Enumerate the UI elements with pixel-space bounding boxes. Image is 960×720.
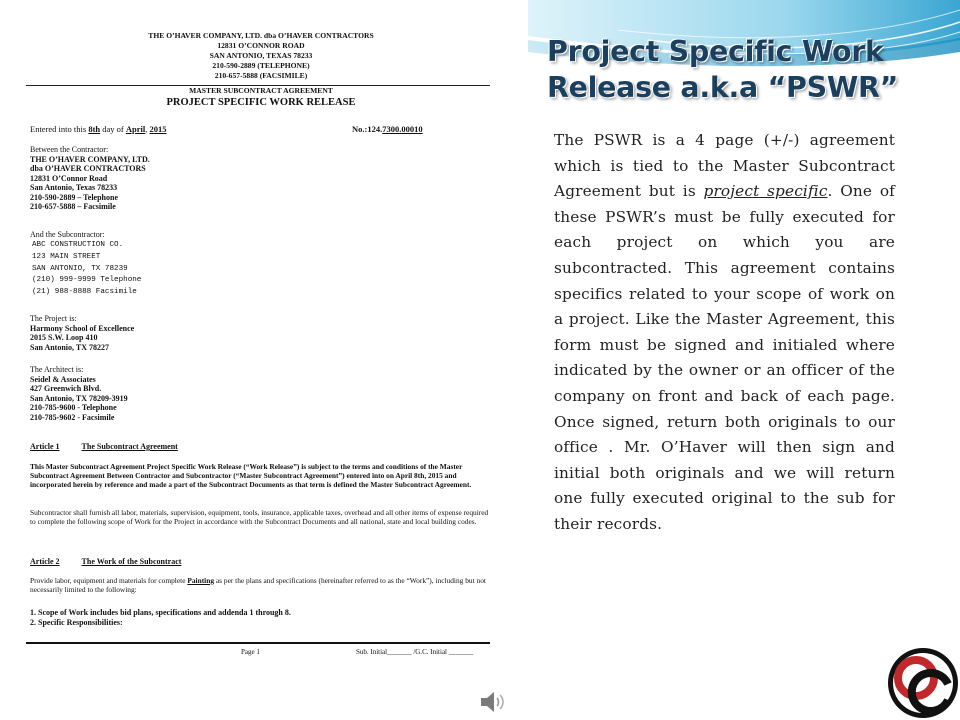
document-scan [22, 22, 500, 662]
doc-article2-trade: Painting [187, 576, 215, 585]
doc-article2-para: Provide labor, equipment and materials for complete Painting as per the plans and specifications (hereinafter referred to as the “Work”), including but not necessarily limited to the following: [30, 576, 486, 595]
doc-entered-day: 8th [88, 124, 101, 134]
company-logo [886, 646, 960, 720]
doc-architect-label: The Architect is: [30, 365, 84, 374]
doc-entered-year: 2015 [149, 124, 167, 134]
doc-footer-initials: Sub. Initial_______ /G.C. Initial _______ [356, 648, 474, 656]
doc-article1-para: This Master Subcontract Agreement Project Specific Work Release (“Work Release”) is subject to the terms and conditions of the Master Subcontract Agreement Between Contractor and Subcontractor (“Master Subcontract Agreement”) entered into on April 8th, 2015 and incorporated herein by reference and made a part of the Subcontract Documents as that term is defined the Master Subcontract Agreement. [30, 462, 472, 490]
slide-title-line1: Project Specific Work [547, 35, 884, 68]
list-item: 2. Specific Responsibilities: [30, 618, 123, 628]
doc-number: No.:124.7300.00010 [352, 124, 423, 134]
doc-scope-list [30, 608, 291, 629]
doc-article2-heading: Article 2 The Work of the Subcontract [30, 557, 182, 566]
doc-article1-heading: Article 1 The Subcontract Agreement [30, 442, 178, 451]
list-item: 1. Scope of Work includes bid plans, specifications and addenda 1 through 8. [30, 608, 291, 617]
doc-sub-label: And the Subcontractor: [30, 230, 105, 239]
doc-article1-para2: Subcontractor shall furnish all labor, materials, supervision, equipment, tools, insurance, applicable taxes, overhead and all other items of expense required to complete the following scope of Work for the Project in accordance with the Subcontract Documents and all national, state and local building codes. [30, 508, 489, 527]
doc-phone-line: 210-590-2889 (TELEPHONE) [212, 61, 310, 70]
doc-fax-line: 210-657-5888 (FACSIMILE) [214, 71, 308, 80]
doc-company-line: THE O’HAVER COMPANY, LTD. dba O’HAVER CONTRACTORS [148, 31, 374, 40]
doc-entered-line: Entered into this 8th day of April, 2015 [30, 124, 167, 134]
doc-footer-rule [26, 642, 490, 644]
slide-title-line2: Release a.k.a “PSWR” [547, 70, 899, 104]
doc-contractor-label: Between the Contractor: [30, 145, 109, 154]
doc-project-label: The Project is: [30, 314, 77, 323]
doc-sub-block: ABC CONSTRUCTION CO. 123 MAIN STREET SAN ANTONIO, TX 78239 (210) 999-9999 Telephone (21) 988-8888 Facsimile [32, 241, 142, 297]
doc-project-block: Harmony School of Excellence 2015 S.W. Loop 410 San Antonio, TX 78227 [30, 324, 135, 352]
body-italic-underline: project specific [703, 182, 828, 201]
slide-body-text [554, 128, 895, 538]
doc-release-title: PROJECT SPECIFIC WORK RELEASE [166, 97, 356, 108]
doc-city-line: SAN ANTONIO, TEXAS 78233 [209, 51, 313, 60]
doc-architect-block: Seidel & Associates 427 Greenwich Blvd. San Antonio, TX 78209-3919 210-785-9600 - Telephone 210-785-9602 - Facsimile [30, 375, 128, 422]
doc-contractor-block: THE O’HAVER COMPANY, LTD. dba O’HAVER CONTRACTORS 12831 O’Connor Road San Antonio, Texas 78233 210-590-2889 – Telephone 210-657-5888 – Facsimile [30, 155, 150, 212]
doc-footer-page: Page 1 [241, 648, 260, 656]
doc-agreement-line: MASTER SUBCONTRACT AGREEMENT [189, 86, 333, 95]
doc-address-line: 12831 O’CONNOR ROAD [217, 41, 305, 50]
body-part1: The PSWR is a 4 page (+/-) agreement which is tied to the Master Subcontract Agreement but is [554, 131, 895, 201]
speaker-icon[interactable] [479, 690, 509, 714]
body-part2: . One of these PSWR’s must be fully executed for each project on which you are subcontracted. This agreement contains specifics related to your scope of work on a project. Like the Master Agreement, this form must be signed and initialed where indicated by the owner or an officer of the company on front and back of each page. Once signed, return both originals to our office . Mr. O’Haver will then sign and initial both originals and we will return one fully executed original to the sub for their records. [554, 182, 895, 533]
slide-title [547, 34, 947, 106]
doc-entered-month: April [125, 124, 146, 134]
